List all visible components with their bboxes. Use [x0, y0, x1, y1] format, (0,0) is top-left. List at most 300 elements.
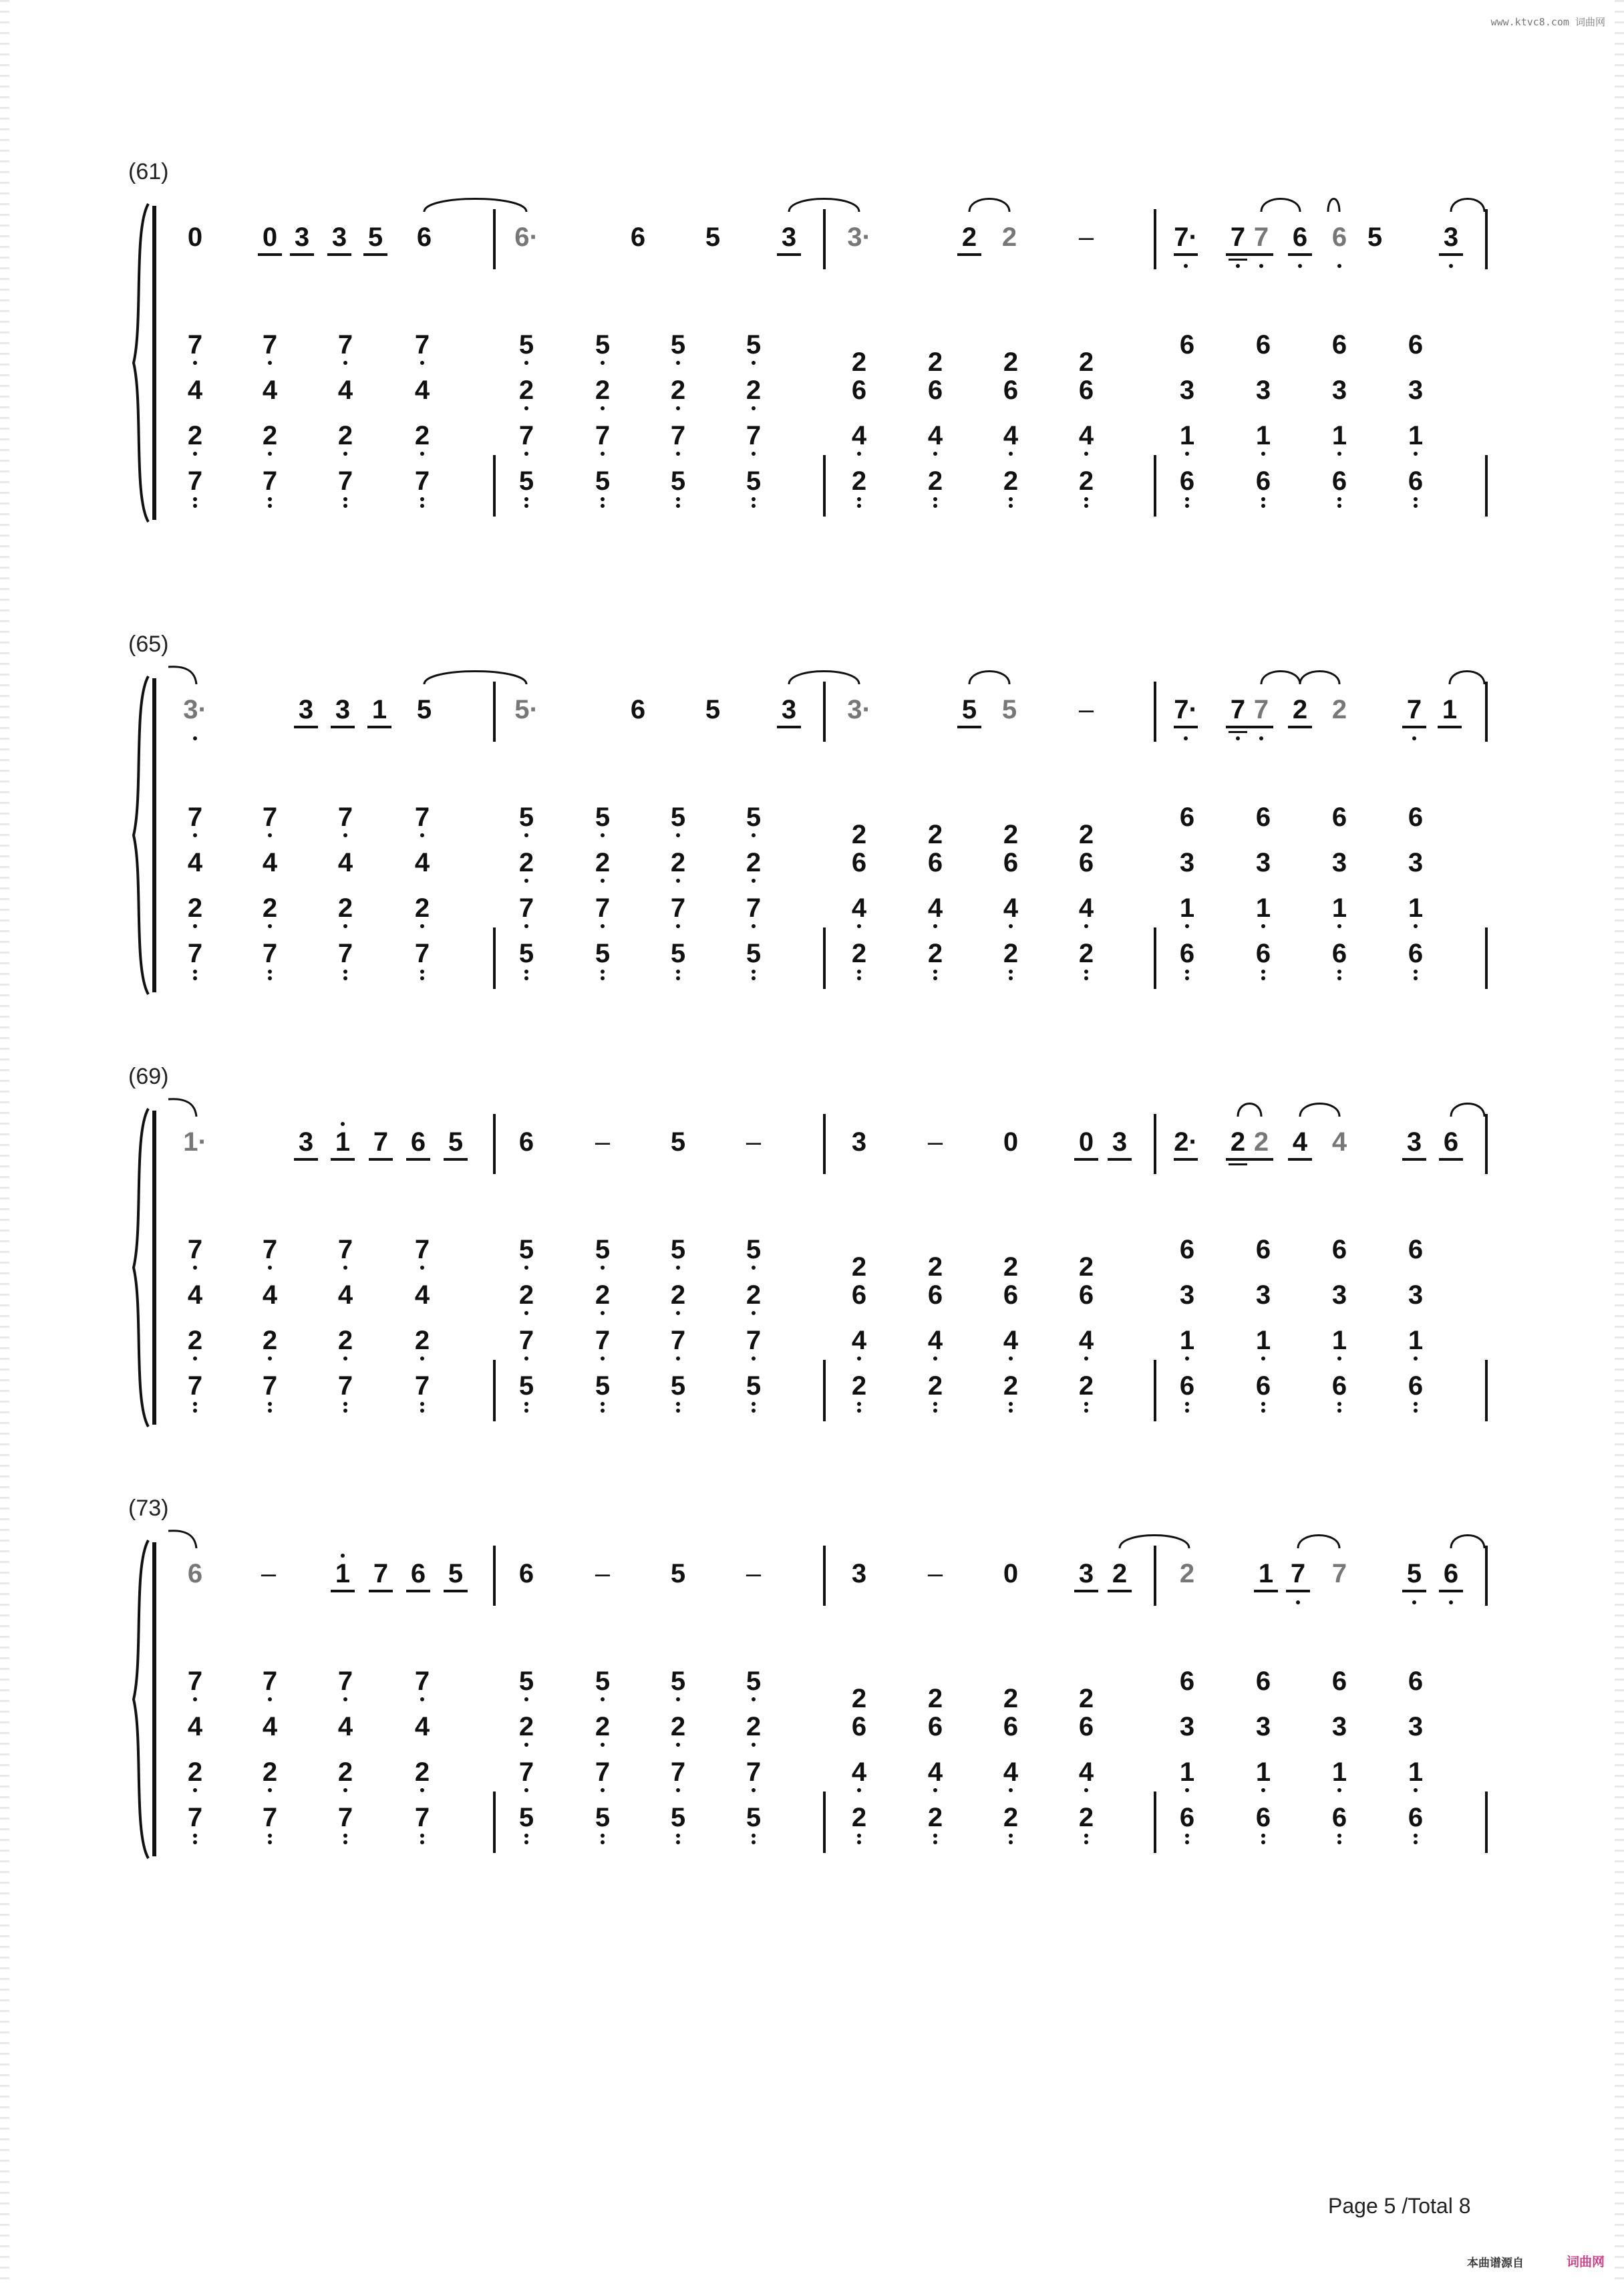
chord-note: 7: [262, 1667, 278, 1696]
melody-note: 5: [961, 695, 977, 724]
note-underline: [1174, 253, 1198, 256]
chord-note: 5: [595, 1371, 611, 1401]
note-underline: [1402, 1590, 1426, 1592]
chord-note: 2: [595, 1712, 611, 1741]
chord-note: 6: [851, 376, 867, 405]
chord-note: 7: [518, 1757, 534, 1787]
melody-note: 6: [410, 1127, 426, 1157]
lower-octave-dot: [752, 970, 756, 974]
chord-note: 7: [670, 421, 686, 450]
melody-barline: [823, 1114, 826, 1174]
chord-note: 2: [595, 376, 611, 405]
lower-octave-dot: [752, 1788, 756, 1792]
melody-note: 3: [851, 1559, 867, 1588]
chord-note: 6: [1255, 803, 1271, 832]
chord-note: 6: [1331, 1235, 1347, 1264]
chord-note: 5: [518, 330, 534, 360]
lower-octave-dot: [1084, 1402, 1088, 1406]
lower-octave-dot: [857, 452, 861, 456]
lower-octave-dot: [1009, 1402, 1013, 1406]
lower-octave-dot: [676, 1697, 680, 1701]
melody-note: 3·: [847, 695, 871, 724]
chord-note: 7: [262, 803, 278, 832]
lower-octave-dot: [193, 1402, 197, 1406]
chord-note: 2: [1078, 1684, 1094, 1713]
lower-octave-dot: [268, 976, 272, 980]
melody-note: –: [927, 1559, 943, 1588]
melody-note: 7: [1230, 223, 1246, 252]
lower-octave-dot: [268, 1788, 272, 1792]
chord-barline: [493, 927, 496, 989]
system-left-line: [152, 1111, 156, 1425]
chord-barline: [1154, 1360, 1156, 1421]
chord-note: 5: [518, 1667, 534, 1696]
chord-note: 5: [746, 803, 762, 832]
lower-octave-dot: [601, 361, 605, 365]
right-margin-strip: [1615, 0, 1624, 2284]
lower-octave-dot: [1337, 1788, 1341, 1792]
lower-octave-dot: [933, 976, 937, 980]
chord-note: 2: [746, 376, 762, 405]
lower-octave-dot: [1236, 264, 1240, 268]
lower-octave-dot: [420, 1266, 424, 1270]
melody-barline: [1485, 1546, 1488, 1606]
note-underline: [1288, 1158, 1312, 1161]
note-underline: [1174, 1158, 1198, 1161]
chord-note: 2: [337, 893, 353, 923]
note-underline: [406, 1158, 430, 1161]
chord-note: 2: [1078, 939, 1094, 968]
chord-note: 2: [262, 421, 278, 450]
chord-note: 2: [851, 1803, 867, 1832]
chord-note: 4: [1003, 893, 1019, 923]
melody-note: 3: [1078, 1559, 1094, 1588]
chord-note: 6: [1179, 1803, 1195, 1832]
lower-octave-dot: [193, 976, 197, 980]
chord-note: 2: [927, 347, 943, 377]
chord-note: 7: [746, 893, 762, 923]
lower-octave-dot: [1185, 504, 1189, 508]
lower-octave-dot: [1414, 1840, 1418, 1844]
chord-note: 1: [1331, 893, 1347, 923]
note-underline: [258, 253, 282, 256]
lower-octave-dot: [601, 833, 605, 837]
chord-note: 6: [1331, 1371, 1347, 1401]
melody-note: 5: [670, 1127, 686, 1157]
melody-note: –: [595, 1127, 611, 1157]
lower-octave-dot: [524, 1311, 528, 1315]
lower-octave-dot: [1261, 1788, 1265, 1792]
lower-octave-dot: [857, 504, 861, 508]
chord-note: 2: [187, 1326, 203, 1355]
lower-octave-dot: [857, 1834, 861, 1838]
chord-note: 6: [1408, 1667, 1424, 1696]
chord-note: 2: [1003, 347, 1019, 377]
chord-note: 4: [1003, 1326, 1019, 1355]
lower-octave-dot: [752, 924, 756, 928]
chord-note: 4: [927, 421, 943, 450]
lower-octave-dot: [601, 1840, 605, 1844]
chord-note: 1: [1408, 893, 1424, 923]
melody-note: 5: [416, 695, 432, 724]
lower-octave-dot: [524, 1266, 528, 1270]
lower-octave-dot: [857, 1788, 861, 1792]
lower-octave-dot: [1185, 1402, 1189, 1406]
chord-note: 7: [414, 939, 430, 968]
chord-note: 2: [337, 1757, 353, 1787]
lower-octave-dot: [752, 406, 756, 410]
chord-note: 7: [187, 330, 203, 360]
system-left-line: [152, 678, 156, 992]
lower-octave-dot: [1337, 1834, 1341, 1838]
chord-note: 2: [518, 848, 534, 877]
melody-barline: [493, 1546, 496, 1606]
lower-octave-dot: [1259, 264, 1263, 268]
note-double-underline: [1229, 731, 1247, 733]
lower-octave-dot: [1084, 497, 1088, 501]
chord-note: 3: [1179, 376, 1195, 405]
lower-octave-dot: [193, 1266, 197, 1270]
chord-note: 2: [187, 421, 203, 450]
lower-octave-dot: [933, 497, 937, 501]
chord-note: 4: [927, 893, 943, 923]
lower-octave-dot: [1185, 970, 1189, 974]
chord-note: 3: [1255, 376, 1271, 405]
lower-octave-dot: [933, 452, 937, 456]
chord-note: 4: [414, 376, 430, 405]
note-underline: [957, 253, 981, 256]
lower-octave-dot: [1412, 1600, 1416, 1604]
system-brace: [131, 202, 151, 523]
chord-note: 2: [927, 1684, 943, 1713]
chord-note: 7: [187, 1667, 203, 1696]
lower-octave-dot: [343, 452, 347, 456]
lower-octave-dot: [752, 452, 756, 456]
chord-note: 6: [1408, 1235, 1424, 1264]
melody-note: 3: [331, 223, 347, 252]
lower-octave-dot: [1337, 924, 1341, 928]
chord-note: 2: [851, 1371, 867, 1401]
chord-barline: [1154, 1792, 1156, 1853]
chord-note: 2: [670, 1280, 686, 1310]
melody-note: 3: [781, 695, 797, 724]
lower-octave-dot: [268, 1697, 272, 1701]
chord-note: 5: [595, 330, 611, 360]
melody-note: 3: [781, 223, 797, 252]
melody-note: 5·: [514, 695, 538, 724]
lower-octave-dot: [933, 1840, 937, 1844]
lower-octave-dot: [420, 1409, 424, 1413]
melody-note: 1: [1258, 1559, 1274, 1588]
chord-note: 6: [1179, 466, 1195, 496]
chord-note: 2: [927, 1371, 943, 1401]
lower-octave-dot: [1185, 1357, 1189, 1361]
lower-octave-dot: [1009, 924, 1013, 928]
lower-octave-dot: [1414, 1834, 1418, 1838]
lower-octave-dot: [1009, 504, 1013, 508]
chord-note: 2: [746, 1280, 762, 1310]
chord-note: 6: [1255, 466, 1271, 496]
lower-octave-dot: [420, 1697, 424, 1701]
note-underline: [1174, 726, 1198, 728]
chord-note: 6: [1078, 848, 1094, 877]
chord-note: 4: [414, 848, 430, 877]
tie-arc-continuation: [166, 1526, 206, 1552]
lower-octave-dot: [1009, 1409, 1013, 1413]
lower-octave-dot: [524, 504, 528, 508]
lower-octave-dot: [1084, 976, 1088, 980]
lower-octave-dot: [193, 1697, 197, 1701]
melody-note: 5: [367, 223, 383, 252]
chord-note: 7: [187, 939, 203, 968]
chord-note: 5: [746, 466, 762, 496]
melody-note: 6: [1443, 1127, 1459, 1157]
chord-note: 2: [518, 1280, 534, 1310]
chord-note: 2: [1003, 466, 1019, 496]
chord-note: 2: [518, 376, 534, 405]
system-brace: [131, 1107, 151, 1428]
lower-octave-dot: [268, 1834, 272, 1838]
lower-octave-dot: [524, 970, 528, 974]
lower-octave-dot: [752, 1840, 756, 1844]
chord-note: 3: [1331, 376, 1347, 405]
melody-note: 3: [298, 1127, 314, 1157]
chord-note: 4: [1003, 421, 1019, 450]
lower-octave-dot: [752, 1311, 756, 1315]
tie-arc: [418, 189, 533, 216]
lower-octave-dot: [752, 504, 756, 508]
lower-octave-dot: [420, 361, 424, 365]
lower-octave-dot: [1009, 1788, 1013, 1792]
lower-octave-dot: [1261, 504, 1265, 508]
chord-note: 6: [1078, 1712, 1094, 1741]
system-measure-number: (65): [128, 631, 169, 657]
melody-note: 2: [1112, 1559, 1128, 1588]
lower-octave-dot: [601, 1409, 605, 1413]
lower-octave-dot: [752, 1834, 756, 1838]
chord-note: 4: [414, 1280, 430, 1310]
melody-barline: [1485, 1114, 1488, 1174]
lower-octave-dot: [1337, 1402, 1341, 1406]
lower-octave-dot: [1414, 970, 1418, 974]
melody-note: 5: [670, 1559, 686, 1588]
chord-note: 1: [1255, 1326, 1271, 1355]
melody-barline: [1154, 209, 1156, 269]
lower-octave-dot: [420, 1788, 424, 1792]
note-underline: [1439, 1158, 1463, 1161]
lower-octave-dot: [343, 1357, 347, 1361]
lower-octave-dot: [676, 1266, 680, 1270]
melody-note: 1: [335, 1127, 351, 1157]
chord-note: 2: [1003, 1684, 1019, 1713]
tie-arc-continuation: [166, 662, 206, 688]
chord-note: 7: [262, 1371, 278, 1401]
system-brace: [131, 675, 151, 996]
chord-note: 6: [1331, 330, 1347, 360]
melody-note: 0: [1003, 1559, 1019, 1588]
chord-note: 2: [187, 893, 203, 923]
lower-octave-dot: [268, 504, 272, 508]
melody-note: 3: [1112, 1127, 1128, 1157]
chord-barline: [493, 1792, 496, 1853]
lower-octave-dot: [601, 1311, 605, 1315]
chord-note: 4: [927, 1757, 943, 1787]
chord-note: 2: [414, 893, 430, 923]
note-underline: [444, 1590, 468, 1592]
header-site-text: www.ktvc8.com 词曲网: [1490, 16, 1605, 28]
lower-octave-dot: [857, 1409, 861, 1413]
system-left-line: [152, 1542, 156, 1856]
tie-arc: [1321, 189, 1346, 216]
chord-barline: [823, 1360, 826, 1421]
lower-octave-dot: [420, 1840, 424, 1844]
lower-octave-dot: [420, 833, 424, 837]
lower-octave-dot: [676, 1409, 680, 1413]
lower-octave-dot: [1298, 264, 1302, 268]
lower-octave-dot: [1009, 452, 1013, 456]
lower-octave-dot: [1261, 1357, 1265, 1361]
lower-octave-dot: [1185, 1788, 1189, 1792]
chord-note: 1: [1408, 421, 1424, 450]
lower-octave-dot: [1337, 1840, 1341, 1844]
chord-note: 3: [1179, 848, 1195, 877]
lower-octave-dot: [1449, 1600, 1453, 1604]
lower-octave-dot: [601, 976, 605, 980]
chord-note: 7: [262, 466, 278, 496]
lower-octave-dot: [752, 1266, 756, 1270]
note-underline: [1402, 1158, 1426, 1161]
lower-octave-dot: [1261, 970, 1265, 974]
lower-octave-dot: [1185, 497, 1189, 501]
chord-note: 2: [1003, 820, 1019, 849]
lower-octave-dot: [268, 1409, 272, 1413]
lower-octave-dot: [1084, 1834, 1088, 1838]
lower-octave-dot: [343, 924, 347, 928]
melody-note: 7: [1290, 1559, 1306, 1588]
chord-barline: [493, 1360, 496, 1421]
lower-octave-dot: [193, 924, 197, 928]
chord-barline: [823, 1792, 826, 1853]
lower-octave-dot: [343, 497, 347, 501]
chord-note: 2: [595, 1280, 611, 1310]
melody-note: 2: [961, 223, 977, 252]
chord-note: 6: [1003, 376, 1019, 405]
chord-note: 4: [337, 848, 353, 877]
chord-note: 4: [414, 1712, 430, 1741]
lower-octave-dot: [1084, 1357, 1088, 1361]
chord-note: 6: [1179, 1667, 1195, 1696]
lower-octave-dot: [524, 1840, 528, 1844]
lower-octave-dot: [343, 1834, 347, 1838]
lower-octave-dot: [676, 1788, 680, 1792]
note-underline: [1288, 253, 1312, 256]
lower-octave-dot: [1337, 497, 1341, 501]
chord-note: 5: [746, 330, 762, 360]
lower-octave-dot: [1337, 504, 1341, 508]
lower-octave-dot: [1009, 970, 1013, 974]
chord-note: 6: [1003, 1712, 1019, 1741]
chord-note: 6: [1331, 939, 1347, 968]
lower-octave-dot: [343, 1402, 347, 1406]
lower-octave-dot: [1009, 1357, 1013, 1361]
melody-barline: [1154, 682, 1156, 742]
melody-note: 0: [187, 223, 203, 252]
melody-note: 5: [705, 695, 721, 724]
melody-note: –: [1078, 223, 1094, 252]
chord-note: 2: [851, 820, 867, 849]
lower-octave-dot: [1261, 1402, 1265, 1406]
lower-octave-dot: [343, 1266, 347, 1270]
chord-note: 2: [1003, 939, 1019, 968]
chord-note: 7: [518, 893, 534, 923]
chord-note: 6: [1003, 848, 1019, 877]
chord-note: 4: [262, 848, 278, 877]
lower-octave-dot: [857, 976, 861, 980]
lower-octave-dot: [752, 879, 756, 883]
melody-barline: [493, 209, 496, 269]
chord-note: 7: [337, 1371, 353, 1401]
lower-octave-dot: [524, 976, 528, 980]
lower-octave-dot: [933, 1834, 937, 1838]
lower-octave-dot: [601, 1266, 605, 1270]
lower-octave-dot: [601, 497, 605, 501]
chord-note: 4: [1078, 421, 1094, 450]
chord-note: 2: [337, 1326, 353, 1355]
chord-note: 2: [262, 1757, 278, 1787]
chord-barline: [493, 455, 496, 517]
footer-source-text: 本曲谱源自: [1467, 2257, 1524, 2269]
note-underline: [331, 1590, 355, 1592]
system-left-line: [152, 206, 156, 520]
lower-octave-dot: [524, 1788, 528, 1792]
lower-octave-dot: [676, 1402, 680, 1406]
lower-octave-dot: [601, 1834, 605, 1838]
note-underline: [331, 726, 355, 728]
chord-note: 6: [1255, 1803, 1271, 1832]
lower-octave-dot: [1185, 976, 1189, 980]
lower-octave-dot: [601, 452, 605, 456]
chord-note: 7: [746, 421, 762, 450]
chord-note: 4: [337, 1712, 353, 1741]
lower-octave-dot: [752, 976, 756, 980]
lower-octave-dot: [193, 1409, 197, 1413]
chord-note: 7: [595, 1326, 611, 1355]
lower-octave-dot: [601, 1357, 605, 1361]
melody-note: 5: [1367, 223, 1383, 252]
chord-note: 6: [927, 1280, 943, 1310]
lower-octave-dot: [1414, 452, 1418, 456]
melody-note: 2: [1331, 695, 1347, 724]
lower-octave-dot: [1337, 970, 1341, 974]
melody-note: 1·: [183, 1127, 207, 1157]
chord-note: 7: [337, 1803, 353, 1832]
melody-note: 3: [1406, 1127, 1422, 1157]
note-underline: [1438, 726, 1462, 728]
lower-octave-dot: [268, 833, 272, 837]
chord-note: 6: [1255, 330, 1271, 360]
chord-note: 7: [262, 1235, 278, 1264]
chord-note: 6: [1331, 1803, 1347, 1832]
melody-note: 2: [1292, 695, 1308, 724]
lower-octave-dot: [420, 497, 424, 501]
note-underline: [327, 253, 351, 256]
chord-note: 5: [595, 939, 611, 968]
lower-octave-dot: [268, 452, 272, 456]
chord-note: 7: [670, 893, 686, 923]
lower-octave-dot: [676, 879, 680, 883]
chord-note: 2: [1003, 1803, 1019, 1832]
chord-note: 7: [337, 803, 353, 832]
